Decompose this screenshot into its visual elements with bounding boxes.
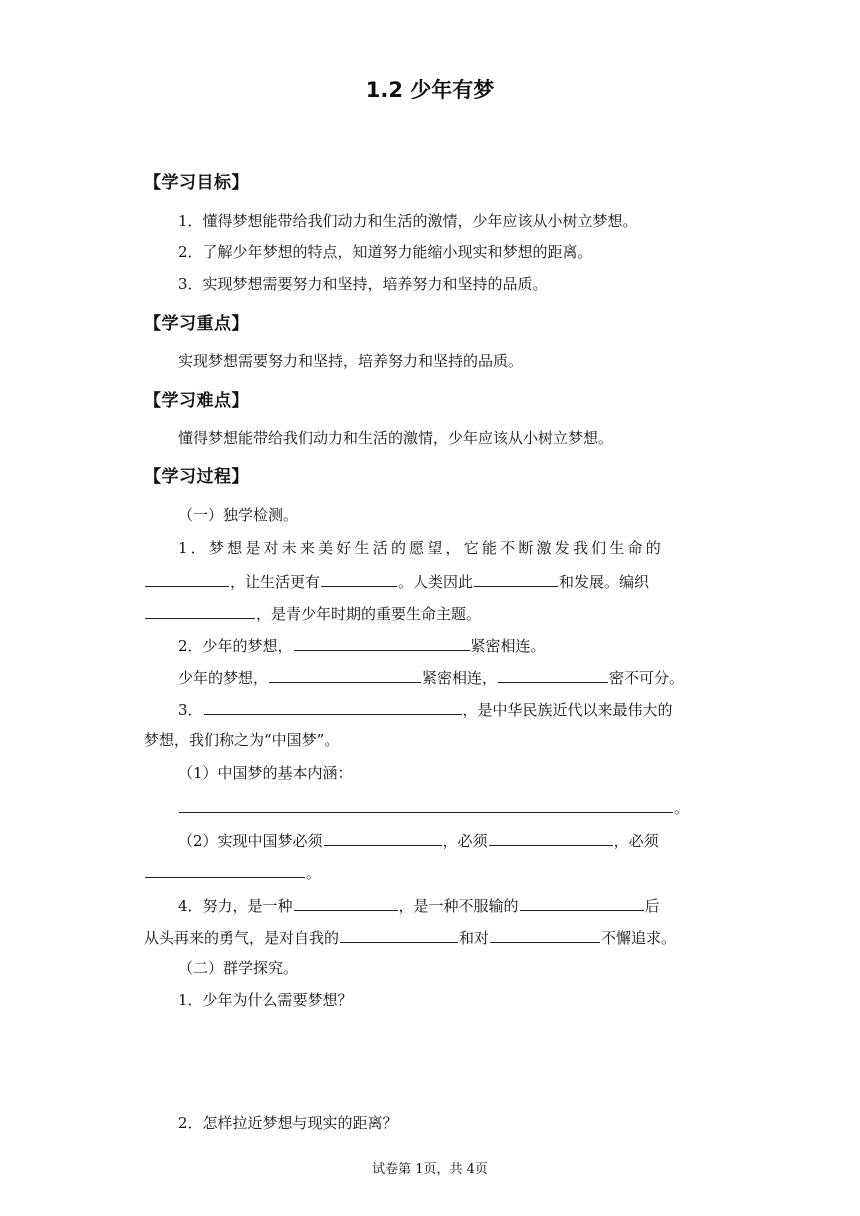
blank[interactable] [269,666,421,683]
q2-line2: 少年的梦想， 紧密相连， 密不可分。 [178,666,684,688]
blank[interactable] [145,570,229,587]
blank[interactable] [489,829,613,846]
objective-2: 2．了解少年梦想的特点，知道努力能缩小现实和梦想的距离。 [178,243,593,261]
page-footer: 试卷第 1页，共 4页 [372,1162,488,1177]
page-title: 1.2 少年有梦 [365,78,495,102]
blank[interactable] [294,634,470,651]
q3-line2: 梦想，我们称之为“中国梦”。 [144,731,340,749]
q3-sub1-answer: 。 [178,796,689,818]
blank[interactable] [520,894,644,911]
part2-question-1: 1．少年为什么需要梦想？ [178,991,353,1009]
blank[interactable] [294,894,398,911]
q4-line2: 从头再来的勇气，是对自我的 和对 不懈追求。 [144,926,676,948]
blank[interactable] [474,570,558,587]
q1-line3: ，是青少年时期的重要生命主题。 [144,602,481,624]
q2-line1: 2．少年的梦想， 紧密相连。 [178,634,546,656]
q3-sub2-line2: 。 [144,861,321,883]
q1-line2: ，让生活更有 。人类因此 和发展。编织 [144,570,649,592]
q3-sub1: （1）中国梦的基本内涵： [178,764,353,782]
part1-heading: （一）独学检测。 [178,506,299,524]
objective-3: 3．实现梦想需要努力和坚持，培养努力和坚持的品质。 [178,275,548,293]
q4-line1: 4．努力，是一种 ，是一种不服输的 后 [178,894,660,916]
key-point-text: 实现梦想需要努力和坚持，培养努力和坚持的品质。 [178,352,524,370]
blank[interactable] [179,796,673,813]
blank[interactable] [321,570,397,587]
blank[interactable] [145,861,305,878]
heading-key-points: 【学习重点】 [144,314,249,334]
q1-line1: 1．梦想是对未来美好生活的愿望，它能不断激发我们生命的 [178,539,664,557]
part2-question-2: 2．怎样拉近梦想与现实的距离？ [178,1114,398,1132]
blank[interactable] [145,602,255,619]
part2-heading: （二）群学探究。 [178,959,299,977]
blank[interactable] [324,829,442,846]
difficulty-text: 懂得梦想能带给我们动力和生活的激情，少年应该从小树立梦想。 [178,429,614,447]
objective-1: 1．懂得梦想能带给我们动力和生活的激情，少年应该从小树立梦想。 [178,212,638,230]
blank[interactable] [490,926,600,943]
blank[interactable] [340,926,458,943]
blank[interactable] [498,666,608,683]
heading-process: 【学习过程】 [144,467,249,487]
heading-objectives: 【学习目标】 [144,173,249,193]
q3-line1: 3． ，是中华民族近代以来最伟大的 [178,698,673,720]
heading-difficulties: 【学习难点】 [144,391,249,411]
blank[interactable] [204,698,462,715]
q3-sub2-line1: （2）实现中国梦必须 ，必须 ，必须 [178,829,659,851]
